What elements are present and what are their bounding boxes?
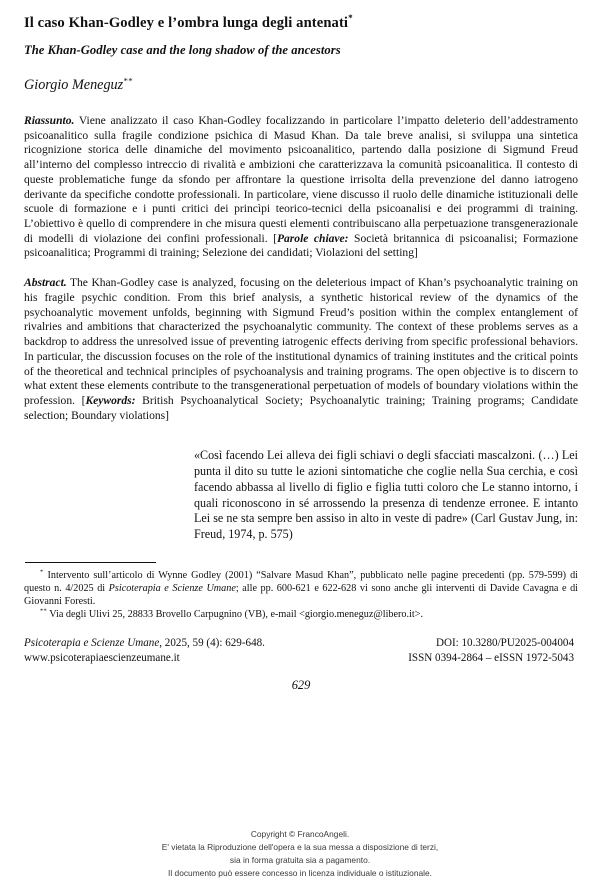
footnote-1-text-part2: ; alle pp. 600-621 e 622-628 vi sono anche gli interventi di Davide Cavagna e di Giovanni Foresti. <box>24 582 578 607</box>
footnote-marker-double-asterisk: ** <box>40 607 47 615</box>
journal-doi: DOI: 10.3280/PU2025-004004 <box>435 636 574 649</box>
journal-citation-row-1 <box>24 636 578 651</box>
journal-issue-line <box>24 636 265 651</box>
footnotes-section <box>24 570 578 622</box>
footnote-item <box>24 609 578 622</box>
page-title <box>24 14 578 32</box>
page-content <box>24 0 578 693</box>
journal-citation <box>24 636 578 666</box>
riassunto-body: Viene analizzato il caso Khan-Godley focalizzando in particolare l’impatto deleterio dell’addestramento psicoanalitico sulla fragile condizione psichica di Masud Khan. Da tale breve analisi, si sviluppa una sintetica ricognizione storica delle dinamiche del movimento psicoanalitico, partendo dalla posizione di Sigmund Freud all’interno del complesso intreccio di rivalità e ambizioni che caratterizzava la comunità psicoanalitica. Il contesto di queste problematiche funge da sfondo per affrontare la questione irrisolta della prevenzione del danno iatrogeno derivante da specifiche condotte professionali. In particolare, viene discusso il ruolo delle dinamiche istituzionali delle scuole di formazione e i punti critici dei princìpi teorico-tecnici della psicoanalisi e dei programmi di training. L’obiettivo è quello di comprendere in che misura questi elementi contribuiscano alla perpetuazione transgenerazionale di modelli di violazione dei confini professionali. [ <box>24 115 578 245</box>
journal-citation-row-2 <box>24 651 578 666</box>
abstract-keywords-list: British Psychoanalytical Society; Psychoanalytic training; Training programs; Candidate selection; Boundary violations] <box>24 394 578 422</box>
journal-website[interactable]: www.psicoterapiaescienzeumane.it <box>24 651 180 664</box>
footnote-marker-single-asterisk: * <box>40 568 44 576</box>
copyright-line-1: Copyright © FrancoAngeli. <box>250 828 350 839</box>
footnote-item <box>24 570 578 609</box>
journal-issue-details: , 2025, 59 (4): 629-648. <box>159 636 265 649</box>
copyright-line-4: Il documento può essere concesso in licenza individuale o istituzionale. <box>168 867 432 878</box>
footnote-2-text: Via degli Ulivi 25, 28833 Brovello Carpugnino (VB), e-mail <giorgio.meneguz@libero.it>. <box>46 608 424 620</box>
riassunto-keywords-label: Parole chiave: <box>276 232 349 245</box>
abstract-label: Abstract. <box>24 277 67 290</box>
abstract-english <box>24 276 578 423</box>
author-byline <box>24 77 578 94</box>
footnote-1-text-part1: Intervento sull’articolo di Wynne Godley (2001) “Salvare Masud Khan”, pubblicato nelle pagine precedenti (pp. 579-599) di questo n. 4/2025 di <box>24 569 578 594</box>
epigraph-quote: «Così facendo Lei alleva dei figli schiavi o degli sfacciati mascalzoni. (…) Lei punta il dito su tutte le azioni sintomatiche che coglie nella Sua cerchia, e così facendo abbassa al livello di figlio e figlia tutti coloro che Le stanno intorno, i quali riconoscono in sé arrossendo la presenza di tendenze erronee. E intanto Lei se ne sta sempre ben assiso in alto in veste di padre» (Carl Gustav Jung, in: Freud, 1974, p. 575) <box>194 448 578 541</box>
author-footnote-marker: ** <box>123 75 133 86</box>
riassunto-label: Riassunto. <box>24 115 75 127</box>
footnote-1-journal-name: Psicoterapia e Scienze Umane <box>108 582 236 594</box>
author-name: Giorgio Meneguz <box>24 76 124 93</box>
abstract-keywords-label: Keywords: <box>85 394 136 407</box>
abstract-italian <box>24 114 578 261</box>
copyright-notice <box>0 828 600 880</box>
page-number: 629 <box>291 677 311 692</box>
title-italian-text: Il caso Khan-Godley e l’ombra lunga degli antenati <box>24 15 349 31</box>
journal-issn: ISSN 0394-2864 – eISSN 1972-5043 <box>408 651 574 664</box>
page-subtitle-english: The Khan-Godley case and the long shadow of the ancestors <box>24 43 341 58</box>
riassunto-keywords-list: Società britannica di psicoanalisi; Formazione psicoanalitica; Programmi di training; Selezione dei candidati; Violazioni del setting] <box>24 232 579 260</box>
copyright-line-2: E' vietata la Riproduzione dell'opera e la sua messa a disposizione di terzi, <box>161 841 439 852</box>
title-footnote-marker: * <box>348 13 353 24</box>
journal-title: Psicoterapia e Scienze Umane <box>24 636 160 649</box>
abstract-body: The Khan-Godley case is analyzed, focusing on the deleterious impact of Khan’s psychoanalytic training on his fragile psychic condition. From this brief analysis, a synthetic historical review of the dynamics of the psychoanalytic movement unfolds, beginning with Sigmund Freud’s position within the complex entanglement of rivalries and ambitions that characterized the psychoanalytic community. The context of these problems serves as a backdrop to address the unresolved issue of preventing iatrogenic effects deriving from specific professional behaviors. In particular, the discussion focuses on the role of the institutional dynamics of training institutes and the critical points of the theoretical and technical principles of psychoanalysis and training programs. The open objective is to discern to what extent these elements contribute to the transgenerational perpetuation of models of boundary violations within the profession. [ <box>24 277 578 407</box>
footnote-separator-rule <box>25 562 156 563</box>
copyright-line-3: sia in forma gratuita sia a pagamento. <box>229 854 371 865</box>
